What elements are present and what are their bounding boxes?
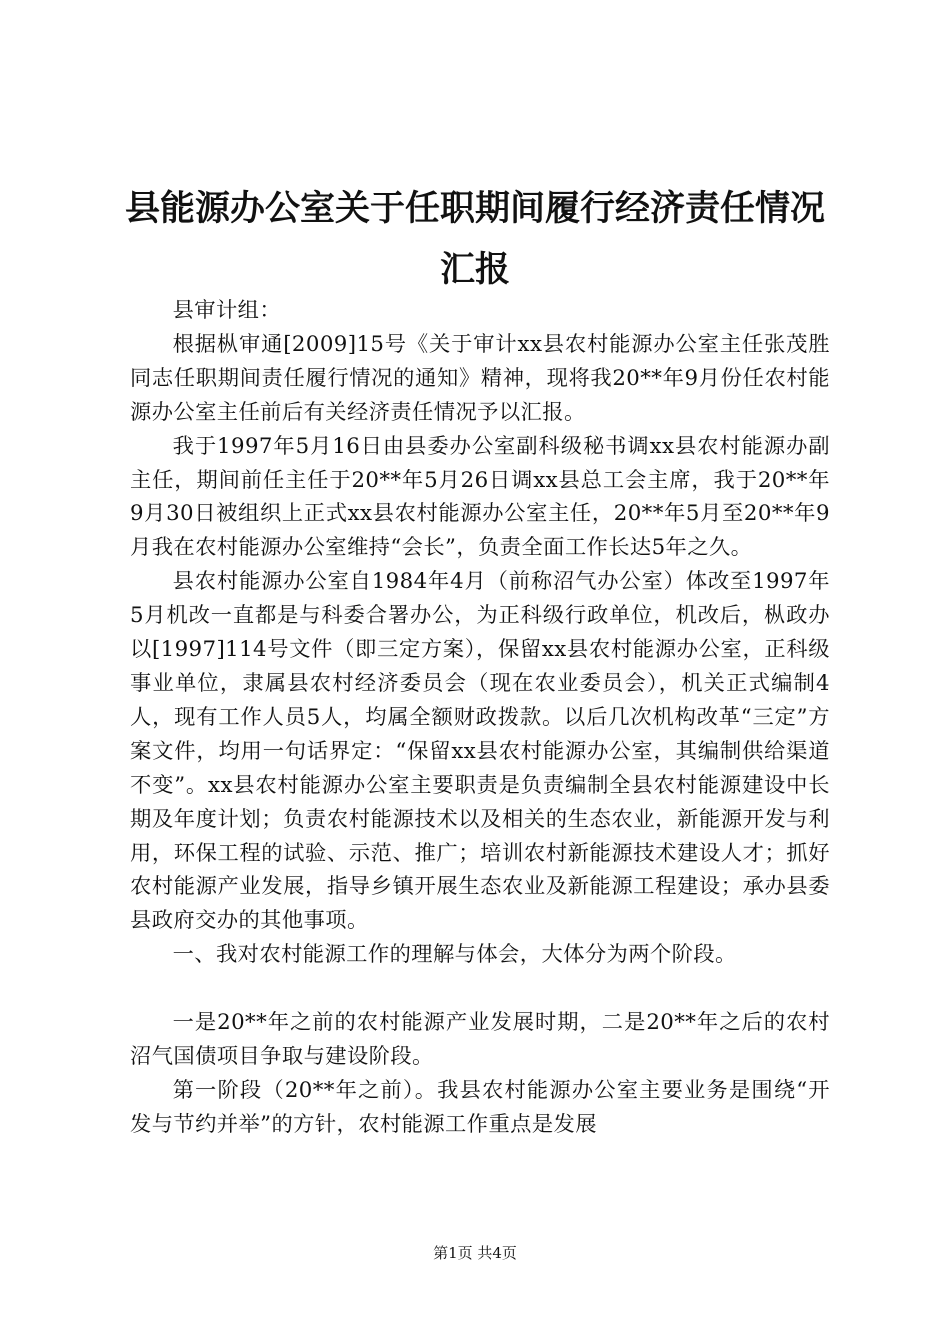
paragraph: 第一阶段（20**年之前）。我县农村能源办公室主要业务是围绕“开发与节约并举”的方针，农村能源工作重点是发展 [130,1077,830,1137]
paragraph: 县农村能源办公室自1984年4月（前称沼气办公室）体改至1997年5月机改一直都是与科委合署办公，为正科级行政单位，机改后，枞政办以[1997]114号文件（即三定方案），保留xx县农村能源办公室，正科级事业单位，隶属县农村经济委员会（现在农业委员会），机关正式编制4人，现有工作人员5人，均属全额财政拨款。以后几次机构改革“三定”方案文件，均用一句话界定：“保留xx县农村能源办公室，其编制供给渠道不变”。xx县农村能源办公室主要职责是负责编制全县农村能源建设中长期及年度计划；负责农村能源技术以及相关的生态农业，新能源开发与利用，环保工程的试验、示范、推广；培训农村新能源技术建设人才；抓好农村能源产业发展，指导乡镇开展生态农业及新能源工程建设；承办县委县政府交办的其他事项。 [130,569,830,934]
paragraph: 一是20**年之前的农村能源产业发展时期，二是20**年之后的农村沼气国债项目争取与建设阶段。 [130,1010,830,1069]
salutation: 县审计组： [172,298,282,323]
section-heading: 一、我对农村能源工作的理解与体会，大体分为两个阶段。 [172,942,737,968]
paragraph: 我于1997年5月16日由县委办公室副科级秘书调xx县农村能源办副主任，期间前任主任于20**年5月26日调xx县总工会主席，我于20**年9月30日被组织上正式xx县农村能源办公室主任，20**年5月至20**年9月我在农村能源办公室维持“会长”，负责全面工作长达5年之久。 [130,433,830,561]
document-body [130,294,830,1142]
document-title-line-2: 汇报 [439,250,510,290]
document-title-line-1: 县能源办公室关于任职期间履行经济责任情况 [124,189,825,229]
page-number-footer: 第1页 共4页 [433,1244,517,1262]
paragraph: 根据枞审通[2009]15号《关于审计xx县农村能源办公室主任张茂胜同志任职期间责任履行情况的通知》精神，现将我20**年9月份任农村能源办公室主任前后有关经济责任情况予以汇报。 [130,331,830,425]
